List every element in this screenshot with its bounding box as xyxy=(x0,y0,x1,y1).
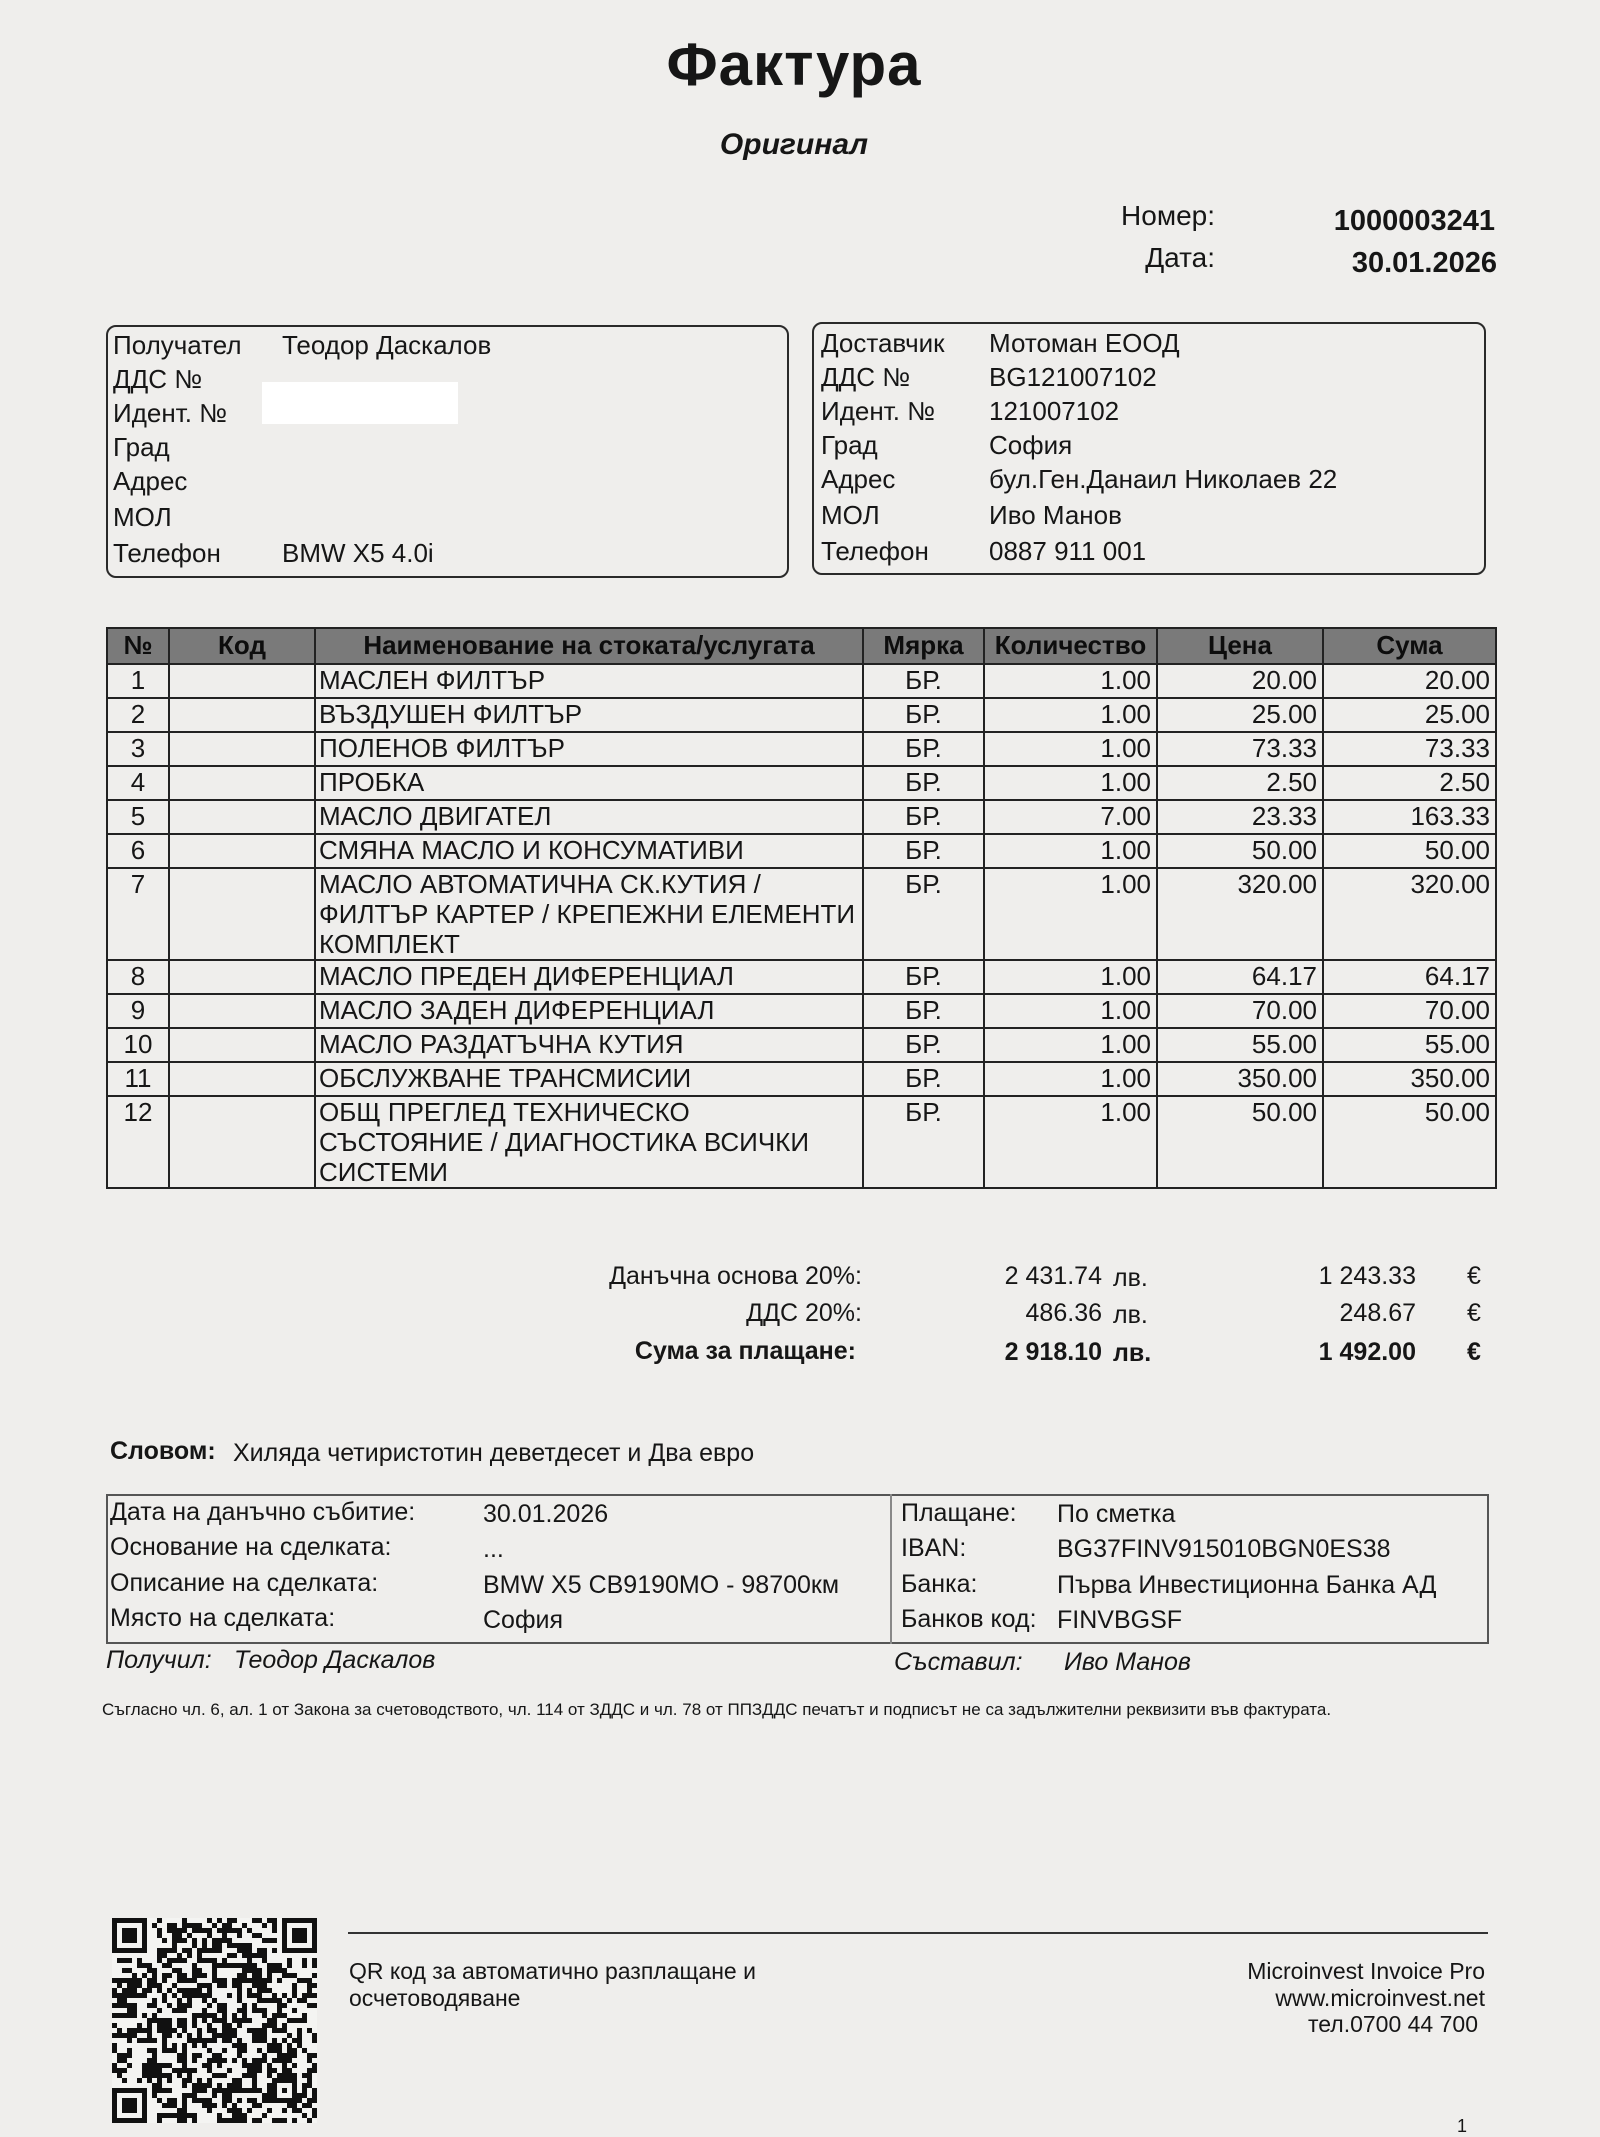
info-right-label: Плащане: xyxy=(901,1499,1017,1527)
payment-total-lv-currency: лв. xyxy=(1113,1339,1152,1367)
row-sum: 350.00 xyxy=(1323,1062,1496,1096)
row-unit: БР. xyxy=(863,1096,984,1188)
supplier-value: бул.Ген.Данаил Николаев 22 xyxy=(989,464,1338,494)
row-code xyxy=(169,766,315,800)
col-header-number: № xyxy=(107,628,169,664)
row-unit: БР. xyxy=(863,960,984,994)
info-right-value: По сметка xyxy=(1057,1500,1176,1528)
row-price: 55.00 xyxy=(1157,1028,1323,1062)
supplier-label: Идент. № xyxy=(821,396,936,426)
table-row xyxy=(107,800,1496,834)
row-quantity: 7.00 xyxy=(984,800,1157,834)
qr-code xyxy=(112,1918,317,2123)
supplier-label: МОЛ xyxy=(821,500,880,530)
row-quantity: 1.00 xyxy=(984,868,1157,960)
row-price: 50.00 xyxy=(1157,1096,1323,1188)
row-quantity: 1.00 xyxy=(984,1096,1157,1188)
table-row xyxy=(107,1028,1496,1062)
recipient-label: Град xyxy=(113,432,170,462)
info-left-label: Място на сделката: xyxy=(110,1604,336,1632)
invoice-date-label: Дата: xyxy=(1145,242,1215,273)
tax-base-lv: 2 431.74 xyxy=(1004,1262,1102,1290)
row-quantity: 1.00 xyxy=(984,1062,1157,1096)
payment-total-eur-currency: € xyxy=(1467,1338,1481,1366)
row-item-name: МАСЛО АВТОМАТИЧНА СК.КУТИЯ / ФИЛТЪР КАРТЕР / КРЕПЕЖНИ ЕЛЕМЕНТИ КОМПЛЕКТ xyxy=(315,868,863,960)
row-item-name: СМЯНА МАСЛО И КОНСУМАТИВИ xyxy=(315,834,863,868)
row-number: 9 xyxy=(107,994,169,1028)
row-item-name: МАСЛО ПРЕДЕН ДИФЕРЕНЦИАЛ xyxy=(315,960,863,994)
supplier-label: Град xyxy=(821,430,878,460)
table-row xyxy=(107,698,1496,732)
row-sum: 55.00 xyxy=(1323,1028,1496,1062)
row-sum: 73.33 xyxy=(1323,732,1496,766)
row-code xyxy=(169,800,315,834)
qr-caption-line-1: QR код за автоматично разплащане и xyxy=(349,1958,756,1984)
supplier-value: 0887 911 001 xyxy=(989,536,1147,566)
col-header-sum: Сума xyxy=(1323,628,1496,664)
row-sum: 2.50 xyxy=(1323,766,1496,800)
vat-eur: 248.67 xyxy=(1339,1299,1416,1327)
invoice-number-label: Номер: xyxy=(1121,200,1215,231)
row-code xyxy=(169,732,315,766)
row-item-name: ВЪЗДУШЕН ФИЛТЪР xyxy=(315,698,863,732)
row-quantity: 1.00 xyxy=(984,664,1157,698)
row-sum: 320.00 xyxy=(1323,868,1496,960)
supplier-label: Телефон xyxy=(821,536,929,566)
vat-lv-currency: лв. xyxy=(1113,1301,1148,1329)
row-price: 2.50 xyxy=(1157,766,1323,800)
table-row xyxy=(107,994,1496,1028)
payment-total-lv: 2 918.10 xyxy=(1004,1338,1102,1366)
col-header-quantity: Количество xyxy=(984,628,1157,664)
row-price: 73.33 xyxy=(1157,732,1323,766)
software-website: www.microinvest.net xyxy=(1275,1985,1485,2011)
row-sum: 50.00 xyxy=(1323,834,1496,868)
row-code xyxy=(169,664,315,698)
footer-rule xyxy=(348,1932,1488,1934)
row-code xyxy=(169,834,315,868)
row-item-name: МАСЛО РАЗДАТЪЧНА КУТИЯ xyxy=(315,1028,863,1062)
row-quantity: 1.00 xyxy=(984,960,1157,994)
supplier-label: Доставчик xyxy=(821,328,945,358)
row-item-name: ОБСЛУЖВАНЕ ТРАНСМИСИИ xyxy=(315,1062,863,1096)
row-price: 64.17 xyxy=(1157,960,1323,994)
items-table xyxy=(106,627,1497,1189)
recipient-label: МОЛ xyxy=(113,502,172,532)
supplier-value: Мотоман ЕООД xyxy=(989,328,1180,358)
qr-caption-line-2: осчетоводяване xyxy=(349,1985,521,2011)
legal-note: Съгласно чл. 6, ал. 1 от Закона за счетоводството, чл. 114 от ЗДДС и чл. 78 от ППЗДДС печатът и подписът не са задължителни реквизити във фактурата. xyxy=(102,1700,1332,1719)
row-price: 25.00 xyxy=(1157,698,1323,732)
info-right-value: FINVBGSF xyxy=(1057,1606,1183,1634)
amount-in-words-label: Словом: xyxy=(110,1437,216,1465)
row-quantity: 1.00 xyxy=(984,698,1157,732)
col-header-code: Код xyxy=(169,628,315,664)
row-number: 7 xyxy=(107,868,169,960)
row-item-name: МАСЛО ЗАДЕН ДИФЕРЕНЦИАЛ xyxy=(315,994,863,1028)
row-item-name: МАСЛЕН ФИЛТЪР xyxy=(315,664,863,698)
row-item-name: ОБЩ ПРЕГЛЕД ТЕХНИЧЕСКО СЪСТОЯНИЕ / ДИАГНОСТИКА ВСИЧКИ СИСТЕМИ xyxy=(315,1096,863,1188)
info-right-label: IBAN: xyxy=(901,1534,967,1562)
invoice-number-value: 1000003241 xyxy=(1333,205,1495,237)
recipient-label: Телефон xyxy=(113,538,221,568)
row-sum: 64.17 xyxy=(1323,960,1496,994)
col-header-name: Наименование на стоката/услугата xyxy=(315,628,863,664)
row-code xyxy=(169,868,315,960)
row-sum: 25.00 xyxy=(1323,698,1496,732)
recipient-label: ДДС № xyxy=(113,364,203,394)
row-code xyxy=(169,698,315,732)
table-row xyxy=(107,766,1496,800)
row-quantity: 1.00 xyxy=(984,994,1157,1028)
row-code xyxy=(169,994,315,1028)
row-unit: БР. xyxy=(863,698,984,732)
row-number: 8 xyxy=(107,960,169,994)
info-left-value: ... xyxy=(483,1535,504,1563)
payment-total-label: Сума за плащане: xyxy=(634,1337,856,1365)
vat-eur-currency: € xyxy=(1467,1299,1481,1327)
table-row xyxy=(107,960,1496,994)
software-name: Microinvest Invoice Pro xyxy=(1247,1958,1485,1984)
amount-in-words-value: Хиляда четиристотин деветдесет и Два евро xyxy=(233,1439,755,1467)
row-number: 1 xyxy=(107,664,169,698)
row-code xyxy=(169,1062,315,1096)
info-left-label: Описание на сделката: xyxy=(110,1569,379,1597)
row-code xyxy=(169,960,315,994)
info-right-label: Банков код: xyxy=(901,1605,1037,1633)
row-unit: БР. xyxy=(863,766,984,800)
info-left-value: 30.01.2026 xyxy=(483,1500,609,1528)
row-unit: БР. xyxy=(863,732,984,766)
row-number: 2 xyxy=(107,698,169,732)
table-row xyxy=(107,834,1496,868)
supplier-label: Адрес xyxy=(821,464,896,494)
row-item-name: ПРОБКА xyxy=(315,766,863,800)
row-price: 320.00 xyxy=(1157,868,1323,960)
row-sum: 20.00 xyxy=(1323,664,1496,698)
compiled-by-label: Съставил: xyxy=(894,1648,1023,1676)
col-header-price: Цена xyxy=(1157,628,1323,664)
row-unit: БР. xyxy=(863,834,984,868)
recipient-label: Идент. № xyxy=(113,398,228,428)
row-number: 12 xyxy=(107,1096,169,1188)
row-quantity: 1.00 xyxy=(984,732,1157,766)
recipient-name: Теодор Даскалов xyxy=(282,330,492,360)
transaction-info-divider xyxy=(890,1494,892,1644)
recipient-phone: BMW X5 4.0i xyxy=(282,538,434,568)
row-number: 5 xyxy=(107,800,169,834)
items-table-body xyxy=(107,664,1496,1188)
row-unit: БР. xyxy=(863,868,984,960)
invoice-date-value: 30.01.2026 xyxy=(1351,247,1497,279)
row-sum: 163.33 xyxy=(1323,800,1496,834)
row-item-name: ПОЛЕНОВ ФИЛТЪР xyxy=(315,732,863,766)
received-by-label: Получил: xyxy=(106,1646,212,1674)
row-number: 11 xyxy=(107,1062,169,1096)
info-left-value: София xyxy=(483,1606,564,1634)
tax-base-label: Данъчна основа 20%: xyxy=(609,1262,862,1290)
compiled-by-name: Иво Манов xyxy=(1064,1648,1191,1676)
supplier-label: ДДС № xyxy=(821,362,911,392)
info-right-label: Банка: xyxy=(901,1570,978,1598)
redacted-id-block xyxy=(262,382,458,424)
row-number: 3 xyxy=(107,732,169,766)
invoice-subtitle: Оригинал xyxy=(719,128,869,161)
vat-lv: 486.36 xyxy=(1025,1299,1102,1327)
info-right-value: Първа Инвестиционна Банка АД xyxy=(1057,1571,1437,1599)
row-unit: БР. xyxy=(863,994,984,1028)
tax-base-lv-currency: лв. xyxy=(1113,1264,1148,1292)
row-sum: 70.00 xyxy=(1323,994,1496,1028)
supplier-value: 121007102 xyxy=(989,396,1120,426)
row-price: 70.00 xyxy=(1157,994,1323,1028)
row-price: 50.00 xyxy=(1157,834,1323,868)
row-item-name: МАСЛО ДВИГАТЕЛ xyxy=(315,800,863,834)
col-header-unit: Мярка xyxy=(863,628,984,664)
payment-total-eur: 1 492.00 xyxy=(1318,1338,1416,1366)
row-unit: БР. xyxy=(863,664,984,698)
supplier-value: София xyxy=(989,430,1073,460)
items-table-header xyxy=(107,628,1496,664)
row-quantity: 1.00 xyxy=(984,834,1157,868)
table-row xyxy=(107,1062,1496,1096)
recipient-label: Адрес xyxy=(113,466,188,496)
row-sum: 50.00 xyxy=(1323,1096,1496,1188)
table-row xyxy=(107,664,1496,698)
table-row xyxy=(107,1096,1496,1188)
tax-base-eur-currency: € xyxy=(1467,1262,1481,1290)
info-left-value: BMW X5 CB9190MO - 98700км xyxy=(483,1571,840,1599)
info-right-value: BG37FINV915010BGN0ES38 xyxy=(1057,1535,1391,1563)
supplier-value: BG121007102 xyxy=(989,362,1157,392)
info-left-label: Основание на сделката: xyxy=(110,1533,392,1561)
row-price: 23.33 xyxy=(1157,800,1323,834)
table-row xyxy=(107,868,1496,960)
row-unit: БР. xyxy=(863,800,984,834)
received-by-name: Теодор Даскалов xyxy=(234,1646,436,1674)
row-price: 350.00 xyxy=(1157,1062,1323,1096)
row-number: 10 xyxy=(107,1028,169,1062)
row-price: 20.00 xyxy=(1157,664,1323,698)
software-phone: тел.0700 44 700 xyxy=(1307,2011,1478,2037)
row-number: 6 xyxy=(107,834,169,868)
row-code xyxy=(169,1028,315,1062)
row-unit: БР. xyxy=(863,1062,984,1096)
row-unit: БР. xyxy=(863,1028,984,1062)
row-quantity: 1.00 xyxy=(984,1028,1157,1062)
row-quantity: 1.00 xyxy=(984,766,1157,800)
tax-base-eur: 1 243.33 xyxy=(1318,1262,1416,1290)
page-number: 1 xyxy=(1457,2116,1468,2136)
supplier-value: Иво Манов xyxy=(989,500,1122,530)
table-row xyxy=(107,732,1496,766)
recipient-label: Получател xyxy=(113,330,242,360)
row-code xyxy=(169,1096,315,1188)
info-left-label: Дата на данъчно събитие: xyxy=(110,1498,416,1526)
row-number: 4 xyxy=(107,766,169,800)
invoice-title: Фактура xyxy=(666,31,922,98)
vat-label: ДДС 20%: xyxy=(746,1299,862,1327)
